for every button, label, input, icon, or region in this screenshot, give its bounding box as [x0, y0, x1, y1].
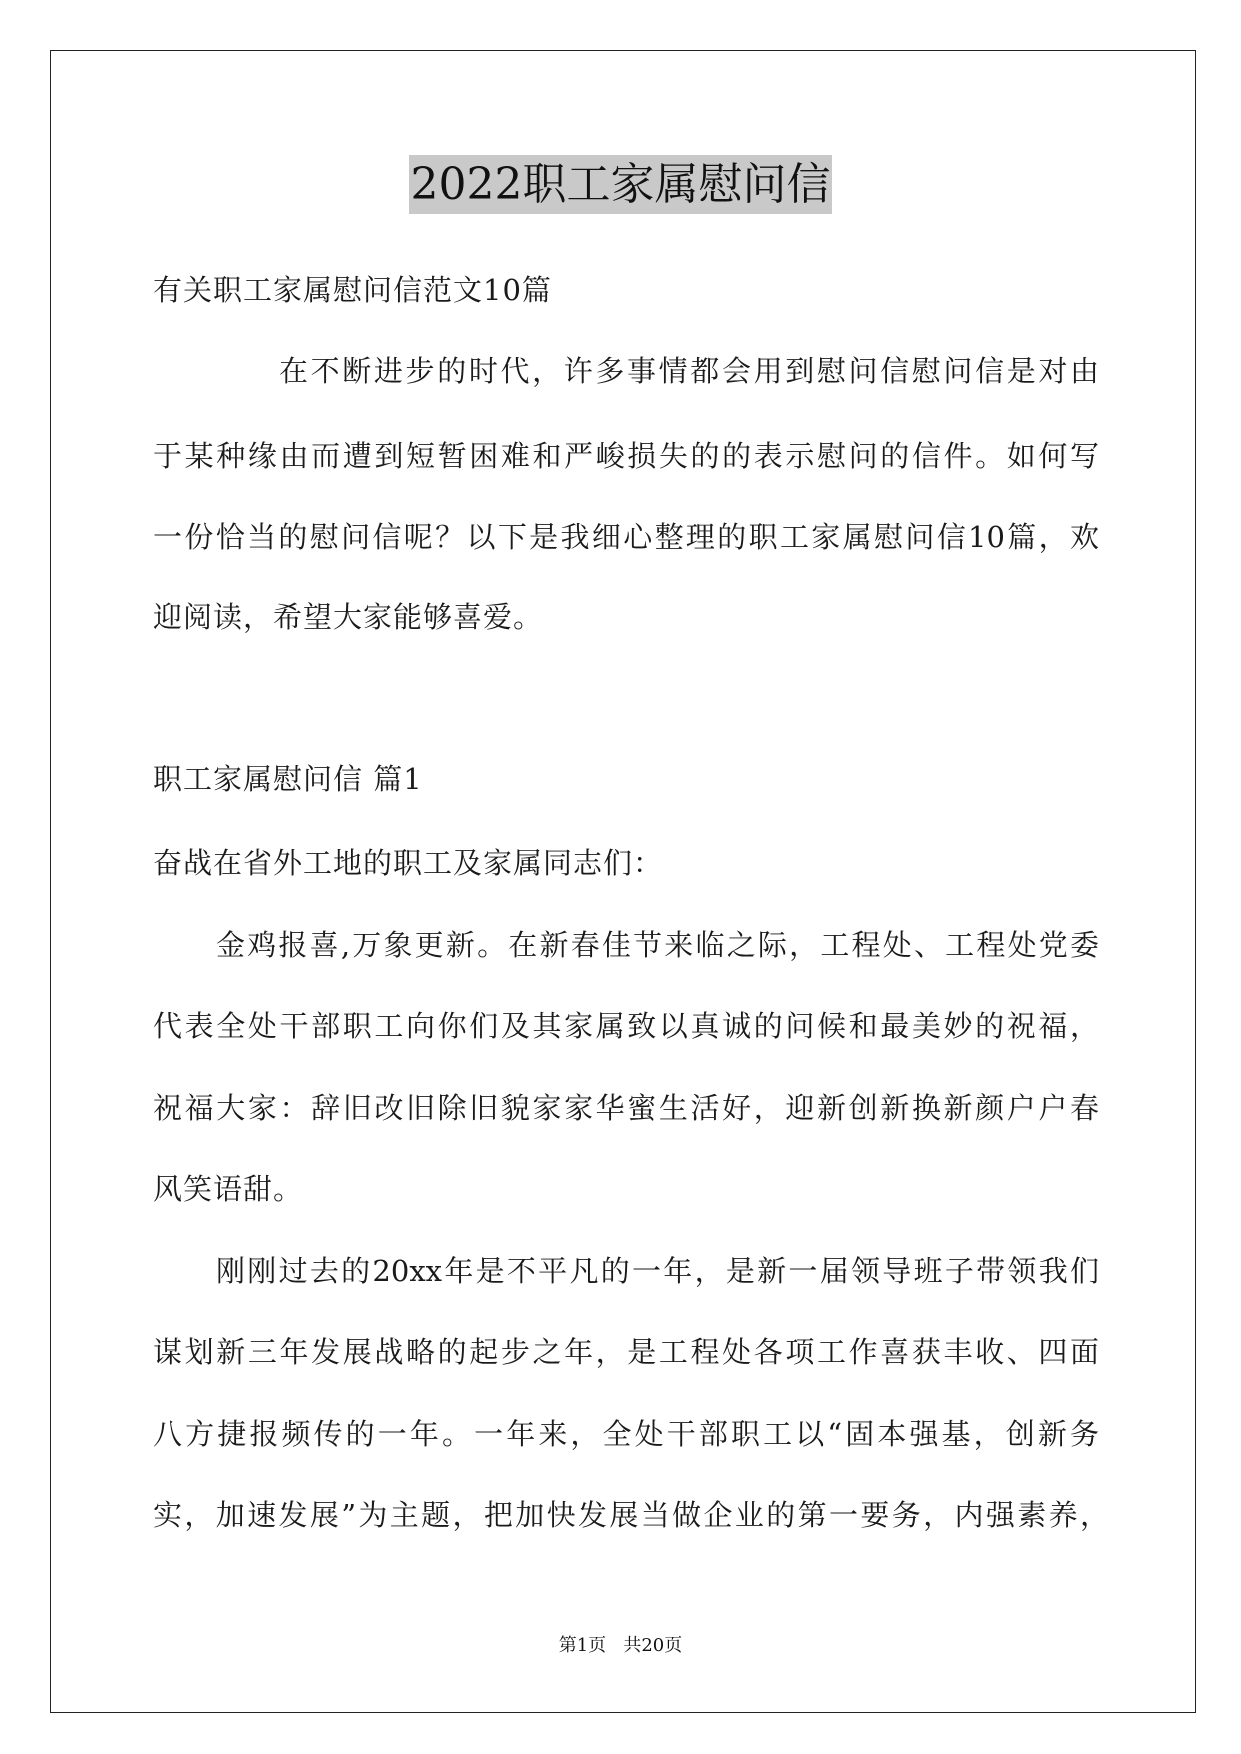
- paragraph-line: 迎阅读，希望大家能够喜爱。: [153, 600, 544, 634]
- paragraph-line: 风笑语甜。: [153, 1172, 304, 1206]
- salutation-line: 奋战在省外工地的职工及家属同志们：: [153, 846, 664, 880]
- paragraph-line: 一份恰当的慰问信呢？以下是我细心整理的职工家属慰问信10篇，欢: [153, 520, 1099, 554]
- paragraph-line: 于某种缘由而遭到短暂困难和严峻损失的的表示慰问的信件。如何写: [153, 439, 1099, 473]
- paragraph-line: 金鸡报喜,万象更新。在新春佳节来临之际，工程处、工程处党委: [216, 928, 1099, 962]
- page-number-footer: 第1页 共20页: [558, 1635, 683, 1656]
- paragraph-line: 谋划新三年发展战略的起步之年，是工程处各项工作喜获丰收、四面: [153, 1335, 1099, 1369]
- paragraph-line: 八方捷报频传的一年。一年来，全处干部职工以“固本强基，创新务: [153, 1417, 1099, 1451]
- paragraph-line: 刚刚过去的20xx年是不平凡的一年，是新一届领导班子带领我们: [216, 1254, 1099, 1288]
- paragraph-line: 实，加速发展”为主题，把加快发展当做企业的第一要务，内强素养，: [153, 1498, 1109, 1532]
- section-heading: 职工家属慰问信 篇1: [153, 762, 423, 796]
- title-container: [0, 155, 1241, 214]
- document-title: 2022职工家属慰问信: [409, 155, 833, 214]
- subtitle-line: 有关职工家属慰问信范文10篇: [153, 273, 552, 307]
- paragraph-line: 在不断进步的时代，许多事情都会用到慰问信慰问信是对由: [279, 354, 1099, 388]
- paragraph-line: 代表全处干部职工向你们及其家属致以真诚的问候和最美妙的祝福，: [153, 1009, 1099, 1043]
- paragraph-line: 祝福大家：辞旧改旧除旧貌家家华蜜生活好，迎新创新换新颜户户春: [153, 1091, 1099, 1125]
